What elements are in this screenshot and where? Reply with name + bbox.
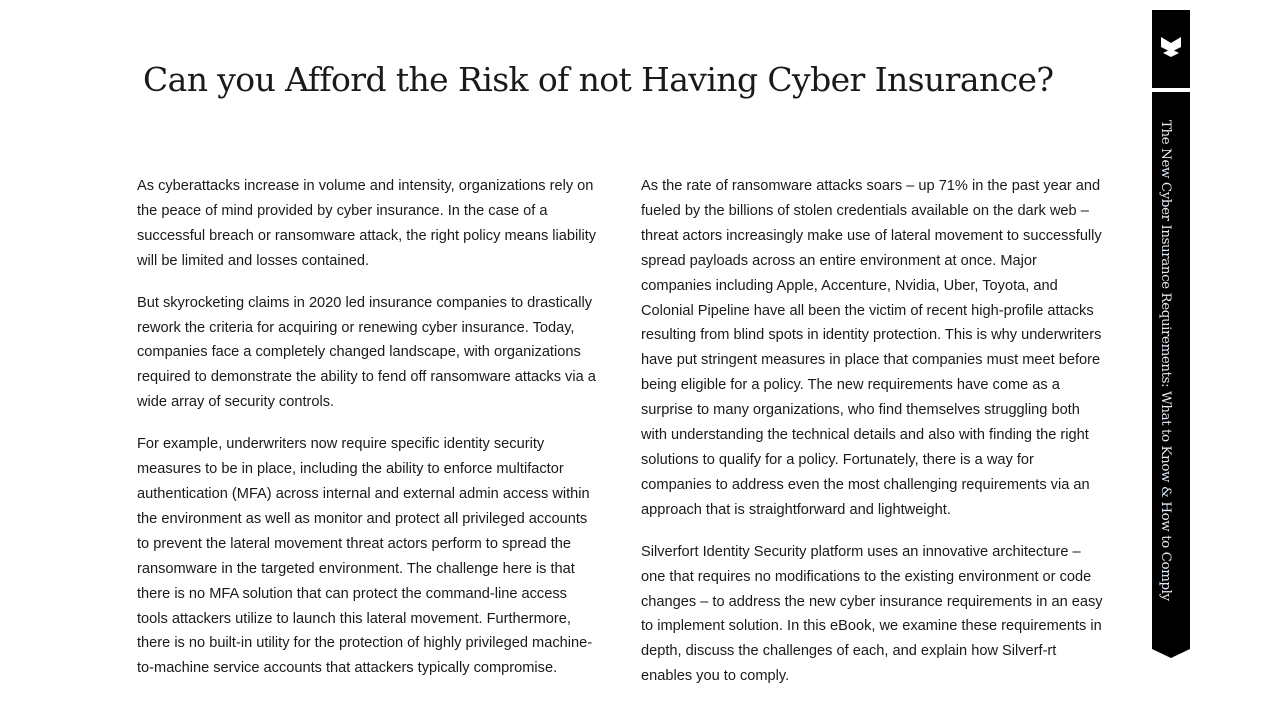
left-column (137, 174, 599, 698)
paragraph: But skyrocketing claims in 2020 led insurance companies to drastically rework the criteria for acquiring or renewing cyber insurance. Today, companies face a completely changed landscape, with organizations required to demonstrate the ability to fend off ransomware attacks via a wide array of security controls. (137, 294, 596, 411)
paragraph: As the rate of ransomware attacks soars – up 71% in the past year and fueled by the billions of stolen credentials available on the dark web – threat actors increasingly make use of lateral movement to successfully spread payloads across an entire environment at once. Major companies including Apple, Accenture, Nvidia, Uber, Toyota, and Colonial Pipeline have all been the victim of recent high-profile attacks resulting from blind spots in identity protection. This is why underwriters have put stringent measures in place that companies must meet before being eligible for a policy. The new requirements have come as a surprise to many organizations, who find themselves struggling both with understanding the technical details and also with finding the right solutions to qualify for a policy. Fortunately, there is a way for companies to address even the most challenging requirements via an approach that is straightforward and lightweight. (641, 178, 1102, 518)
double-chevron-down-icon (1160, 35, 1182, 64)
sidebar-tab-label: The New Cyber Insurance Requirements: What to Know & How to Comply (1158, 120, 1173, 601)
right-column (641, 174, 1103, 706)
page-title: Can you Afford the Risk of not Having Cyber Insurance? (143, 60, 1054, 99)
paragraph: For example, underwriters now require specific identity security measures to be in place, including the ability to enforce multifactor authentication (MFA) across internal and external admin access within the environment as well as monitor and protect all privileged accounts to prevent the lateral movement threat actors perform to spread the ransomware in the targeted environment. The challenge here is that there is no MFA solution that can protect the command-line access tools attackers utilize to launch this lateral movement. Furthermore, there is no built-in utility for the protection of highly privileged machine-to-machine service accounts that attackers typically compromise. (137, 436, 593, 677)
paragraph: Silverfort Identity Security platform uses an innovative architecture – one that requires no modifications to the existing environment or code changes – to address the new cyber insurance requirements in an easy to implement solution. In this eBook, we examine these requirements in depth, discuss the challenges of each, and explain how Silverf-rt enables you to comply. (641, 543, 1103, 685)
paragraph: As cyberattacks increase in volume and intensity, organizations rely on the peace of mind provided by cyber insurance. In the case of a successful breach or ransomware attack, the right policy means liability will be limited and losses contained. (137, 178, 597, 269)
logo-button[interactable] (1152, 10, 1190, 88)
